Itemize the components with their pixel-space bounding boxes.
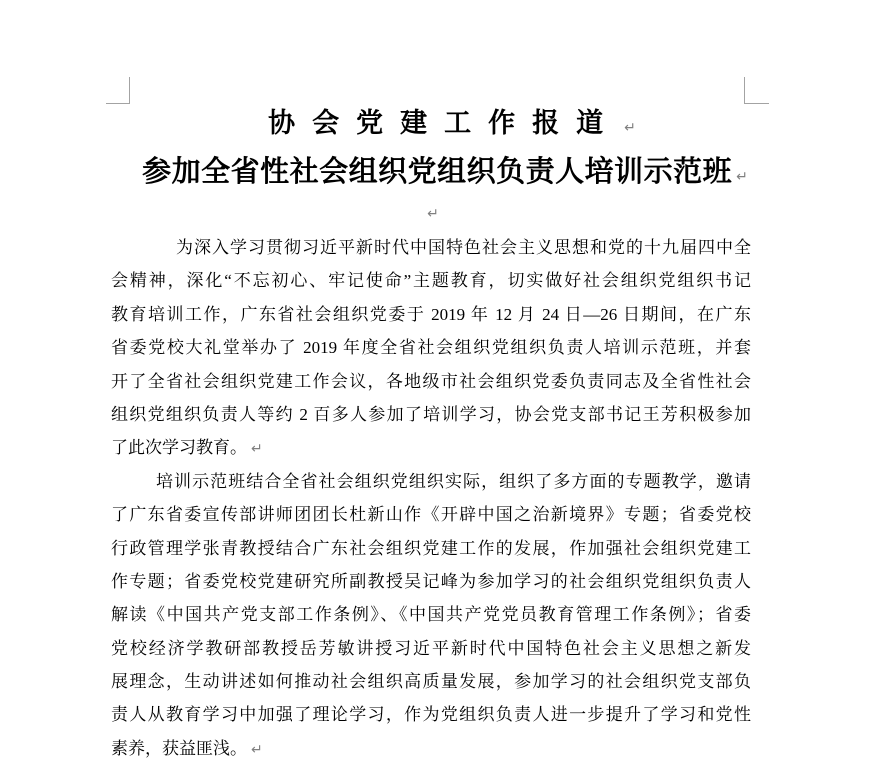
document-subtitle-text[interactable]: 参加全省性社会组织党组织负责人培训示范班: [142, 156, 733, 188]
paragraph[interactable]: [111, 231, 751, 465]
document-text-area: [111, 0, 751, 775]
text-line[interactable]: 素养，获益匪浅。 ↵: [111, 738, 263, 758]
document-body[interactable]: [111, 231, 751, 765]
paragraph-mark-icon: ↵: [251, 741, 263, 758]
text-line[interactable]: 展理念，生动讲述如何推动社会组织高质量发展，参加学习的社会组织党支部负: [111, 672, 751, 692]
paragraph-mark-icon: ↵: [251, 441, 263, 458]
text-line[interactable]: 培训示范班结合全省社会组织党组织实际，组织了多方面的专题教学，邀请: [156, 471, 751, 491]
text-line[interactable]: 党校经济学教研部教授岳芳敏讲授习近平新时代中国特色社会主义思想之新发: [111, 638, 751, 658]
document-title-text[interactable]: 协会党建工作报道: [268, 108, 621, 138]
empty-paragraph[interactable]: [111, 197, 751, 230]
text-line[interactable]: 责人从教育学习中加强了理论学习，作为党组织负责人进一步提升了学习和党性: [111, 705, 751, 725]
text-line[interactable]: 了此次学习教育。 ↵: [111, 438, 263, 458]
text-line[interactable]: 会精神，深化“不忘初心、牢记使命”主题教育，切实做好社会组织党组织书记: [111, 271, 751, 291]
text-line[interactable]: 省委党校大礼堂举办了 2019 年度全省社会组织党组织负责人培训示范班，并套: [111, 338, 751, 358]
text-line[interactable]: 为深入学习贯彻习近平新时代中国特色社会主义思想和党的十九届四中全: [176, 238, 751, 257]
text-line[interactable]: 教育培训工作，广东省社会组织党委于 2019 年 12 月 24 日—26 日期间，在广东: [111, 304, 751, 324]
paragraph-mark-icon: ↵: [736, 169, 748, 185]
text-line[interactable]: 了广东省委宣传部讲师团团长杜新山作《开辟中国之治新境界》专题；省委党校: [111, 505, 751, 525]
document-subtitle[interactable]: [125, 152, 765, 197]
paragraph[interactable]: [111, 465, 751, 766]
text-line[interactable]: 组织党组织负责人等约 2 百多人参加了培训学习，协会党支部书记王芳积极参加: [111, 404, 751, 424]
document-title[interactable]: [132, 106, 772, 145]
text-line[interactable]: 解读《中国共产党支部工作条例》、《中国共产党党员教育管理工作条例》；省委: [111, 605, 751, 625]
paragraph-mark-icon: ↵: [427, 206, 439, 222]
paragraph-mark-icon: ↵: [624, 120, 636, 136]
text-line[interactable]: 行政管理学张青教授结合广东社会组织党建工作的发展，作加强社会组织党建工: [111, 538, 751, 558]
text-line[interactable]: 作专题；省委党校党建研究所副教授吴记峰为参加学习的社会组织党组织负责人: [111, 571, 751, 591]
text-line[interactable]: 开了全省社会组织党建工作会议，各地级市社会组织党委负责同志及全省性社会: [111, 371, 751, 391]
